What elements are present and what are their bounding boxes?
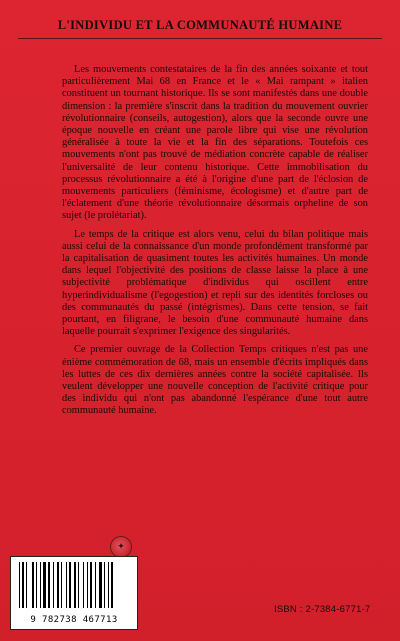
blurb-paragraph-2: Le temps de la critique est alors venu, celui du bilan politique mais aussi celui de la connaissance d'un monde profondément transformé par la capitalisation de quasiment toutes les activités humaines. Un monde dans lequel l'objectivité des positions de classe laisse la place à une subjectivité problématique d'individus qui oscillent entre hyperindividualisme (l'egogestion) et repli sur des identités forcloses ou des communautés du passé (intégrismes). Dans cette tension, se fait pourtant, en filigrane, le besoin d'une communauté humaine dans laquelle pourrait s'exprimer l'exigence des singularités.: [62, 228, 368, 338]
barcode-bar: [83, 562, 84, 608]
barcode-bar: [87, 562, 88, 608]
barcode-bar: [57, 562, 59, 608]
barcode-bar: [104, 562, 105, 608]
title-divider: [18, 38, 382, 39]
barcode-bar: [19, 562, 20, 608]
barcode-bar: [74, 562, 76, 608]
blurb-paragraph-1: Les mouvements contestataires de la fin des années soixante et tout particulièrement Mai 68 en France et le « Mai rampant » italien constituent un tournant historique. Ils se sont manifestés dans une double dimension : la première s'inscrit dans la tradition du mouvement ouvrier révolutionnaire (conseils, autogestion), alors que la seconde ouvre une époque nouvelle en créant une parole libre qui vise une révolution généralisée à toute la vie et la fin des séparations. Toutefois ces mouvements n'ont pas trouvé de médiation concrète capable de réaliser l'universalité de leur contenu historique. Cette immobilisation du processus révolutionnaire a été à l'origine d'une part de l'éclosion de mouvements particuliers (féminisme, écologisme) et d'autre part de l'éclatement d'une théorie révolutionnaire désormais orpheline de son sujet (le prolétariat).: [62, 64, 368, 222]
barcode: [10, 556, 138, 630]
barcode-bar: [22, 562, 24, 608]
publisher-emblem-icon: ✦: [110, 536, 132, 558]
barcode-bar: [32, 562, 34, 608]
barcode-bar: [40, 562, 41, 608]
barcode-bars: [19, 562, 129, 608]
barcode-bar: [99, 562, 102, 608]
isbn-label: ISBN : 2-7384-6771-7: [274, 604, 371, 615]
barcode-bar: [43, 562, 46, 608]
barcode-bar: [90, 562, 92, 608]
barcode-bar: [69, 562, 71, 608]
barcode-bar: [95, 562, 96, 608]
barcode-bar: [53, 562, 54, 608]
barcode-bar: [66, 562, 67, 608]
barcode-bar: [78, 562, 79, 608]
barcode-bar: [26, 562, 27, 608]
blurb-paragraph-3: Ce premier ouvrage de la Collection Temps critiques n'est pas une énième commémoration de 68, mais un ensemble d'écrits impliqués dans les luttes de ces dix dernières années contre la société capitalisée. Ils veulent développer une nouvelle conception de l'activité critique pour des individu qui n'ont pas abandonné l'espérance d'une tout autre communauté humaine.: [62, 344, 368, 417]
barcode-bar: [36, 562, 37, 608]
barcode-bar: [111, 562, 113, 608]
barcode-bar: [108, 562, 109, 608]
page-title: L'INDIVIDU ET LA COMMUNAUTÉ HUMAINE: [57, 18, 343, 32]
blurb-text: [62, 64, 368, 424]
barcode-bar: [48, 562, 50, 608]
barcode-number: 9 782738 467713: [30, 615, 118, 625]
barcode-bar: [61, 562, 62, 608]
